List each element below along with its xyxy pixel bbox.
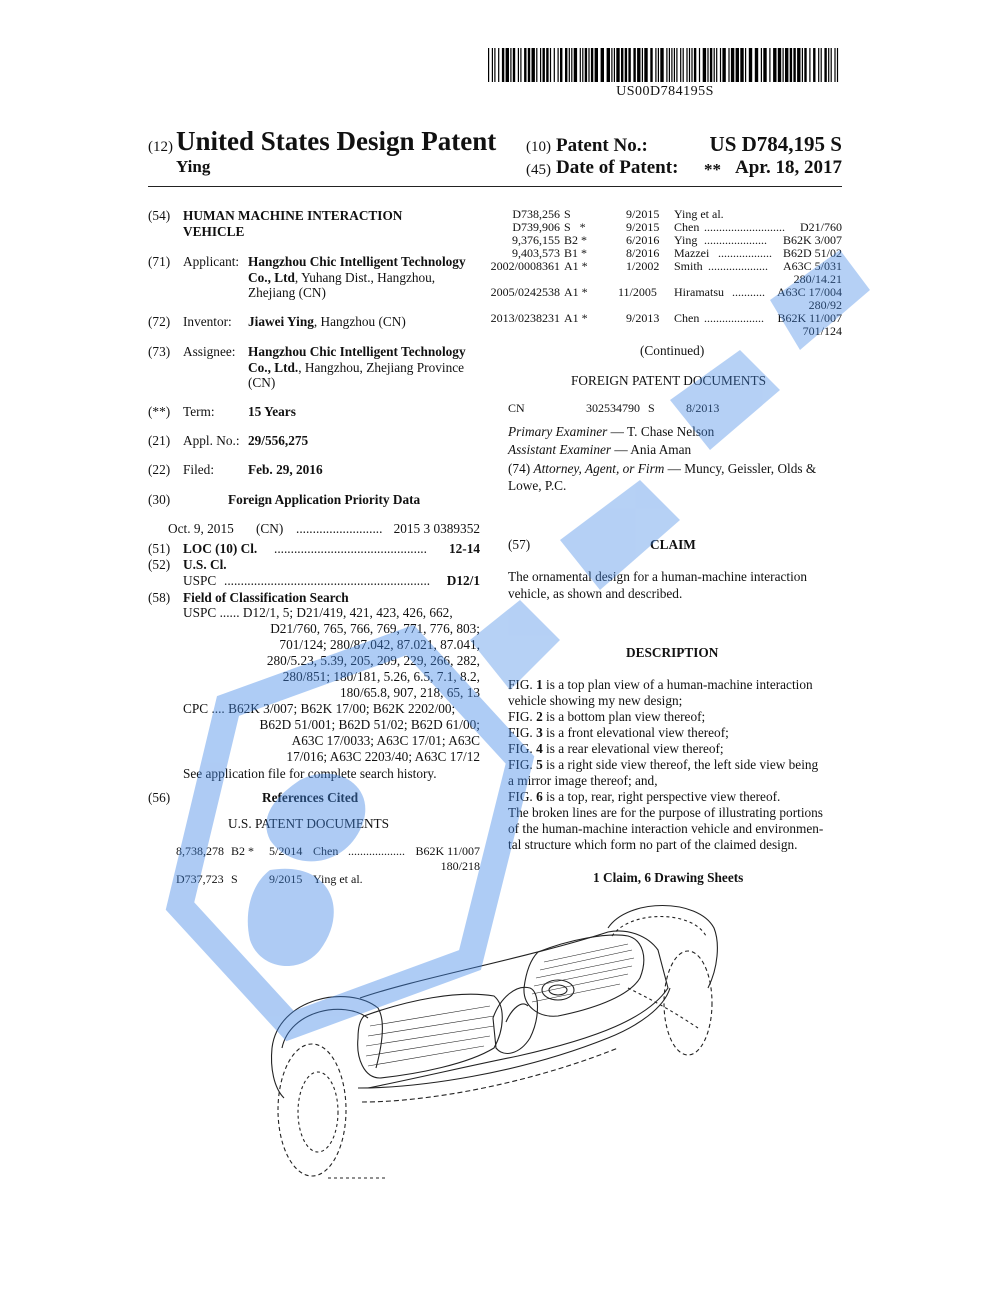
barcode-bar <box>680 48 681 82</box>
barcode-bar <box>554 48 555 82</box>
claim-text-1: The ornamental design for a human-machine interaction <box>508 569 808 584</box>
barcode-bar <box>773 48 776 82</box>
ref-kind: B1 * <box>564 246 588 260</box>
barcode-bar <box>666 48 667 82</box>
appl-code: (21) <box>148 433 171 448</box>
ref-dots: ........... <box>732 285 765 299</box>
ref-date: 1/2002 <box>626 259 660 273</box>
barcode <box>488 48 842 82</box>
barcode-bar <box>532 48 535 82</box>
ref-class-2: 180/218 <box>440 859 480 873</box>
refs-continued <box>490 207 842 338</box>
ref-name: Ying et al. <box>674 207 724 221</box>
priority-code: (30) <box>148 492 171 507</box>
refs-title: References Cited <box>262 790 359 805</box>
ref-number: 2005/0242538 <box>490 285 560 299</box>
barcode-bar <box>642 48 643 82</box>
ref-dots: ........................... <box>704 220 785 234</box>
barcode-bar <box>783 48 784 82</box>
ref-name: Chen <box>313 844 339 858</box>
ref-name: Hiramatsu <box>674 285 724 299</box>
description-line: FIG. 1 is a top plan view of a human-machine interaction <box>508 677 813 692</box>
field-line: CPC .... B62K 3/007; B62K 17/00; B62K 2202/00; <box>183 701 456 716</box>
ref-number: 9,403,573 <box>512 246 560 260</box>
barcode-bar <box>722 48 725 82</box>
barcode-bar <box>671 48 672 82</box>
field-line: 701/124; 280/87.042, 87.021, 87.041, <box>279 637 480 652</box>
ref-date: 9/2015 <box>626 220 660 234</box>
ref-number: 9,376,155 <box>512 233 560 247</box>
barcode-bar <box>676 48 677 82</box>
barcode-bar <box>601 48 604 82</box>
barcode-bar <box>818 48 819 82</box>
appl-label: Appl. No.: <box>183 433 240 448</box>
barcode-bar <box>736 48 739 82</box>
applicant-line-3: Zhejiang (CN) <box>248 285 326 300</box>
attorney-line-2: Lowe, P.C. <box>508 478 567 493</box>
uspc-label: USPC <box>183 573 217 588</box>
barcode-bar <box>585 48 587 82</box>
barcode-bar <box>633 48 635 82</box>
ref-number: D737,723 <box>176 872 224 886</box>
inventor-surname: Ying <box>176 157 211 176</box>
hoverboard-drawing <box>268 888 728 1188</box>
ref-date: 11/2005 <box>618 285 657 299</box>
barcode-bar <box>513 48 515 82</box>
loc-label: LOC (10) Cl. <box>183 541 258 556</box>
code-45: (45) <box>526 162 551 178</box>
barcode-bar <box>628 48 630 82</box>
ref-dots: .................... <box>708 259 768 273</box>
ref-class-2: 280/92 <box>808 298 842 312</box>
field-line: B62D 51/001; B62D 51/02; B62D 61/00; <box>259 717 480 732</box>
ref-date: 9/2015 <box>269 872 303 886</box>
ref-date: 5/2014 <box>269 844 303 858</box>
barcode-bar <box>650 48 652 82</box>
description-line: FIG. 3 is a front elevational view thereof; <box>508 725 729 740</box>
applicant-line-2: Co., Ltd, Yuhang Dist., Hangzhou, <box>248 270 436 285</box>
ref-date: 9/2015 <box>626 207 660 221</box>
assignee-code: (73) <box>148 344 171 359</box>
barcode-bar <box>785 48 788 82</box>
us-ref-row <box>176 843 480 873</box>
barcode-bar <box>703 48 706 82</box>
appl-value: 29/556,275 <box>248 433 309 448</box>
ref-name: Ying et al. <box>313 872 363 886</box>
barcode-bar <box>574 48 577 82</box>
claim-title: CLAIM <box>650 537 696 552</box>
us-ref-row <box>490 311 842 338</box>
barcode-bar <box>660 48 663 82</box>
field-line: D21/760, 765, 766, 769, 771, 776, 803; <box>270 621 480 636</box>
barcode-bar <box>749 48 752 82</box>
priority-dots: .......................... <box>296 521 383 536</box>
barcode-bar <box>802 48 803 82</box>
barcode-bar <box>813 48 815 82</box>
ref-kind: B2 * <box>564 233 588 247</box>
barcode-bar <box>658 48 659 82</box>
barcode-bar <box>790 48 792 82</box>
barcode-bar <box>625 48 627 82</box>
description-line: vehicle showing my new design; <box>508 693 683 708</box>
uscl-label: U.S. Cl. <box>183 557 227 572</box>
foreign-kind: S <box>648 401 655 415</box>
inventor-label: Inventor: <box>183 314 232 329</box>
ref-number: D739,906 <box>512 220 560 234</box>
barcode-bar <box>699 48 700 82</box>
barcode-bar <box>621 48 623 82</box>
barcode-bar <box>761 48 762 82</box>
barcode-bar <box>669 48 670 82</box>
ref-number: D738,256 <box>512 207 560 221</box>
header-rule <box>148 186 842 187</box>
filed-value: Feb. 29, 2016 <box>248 462 323 477</box>
description-line: of the human-machine interaction vehicle and environmen- <box>508 821 824 836</box>
barcode-bar <box>595 48 598 82</box>
ref-dots: ..................... <box>704 233 767 247</box>
priority-date: Oct. 9, 2015 <box>168 521 234 536</box>
barcode-bar <box>550 48 551 82</box>
barcode-bar <box>831 48 832 82</box>
ref-dots: .................... <box>704 311 764 325</box>
barcode-bar <box>821 48 822 82</box>
field-line: 280/851; 180/181, 5.26, 6.5, 7.1, 8.2, <box>282 669 480 684</box>
assignee-line-2: Co., Ltd., Hangzhou, Zhejiang Province <box>248 360 465 375</box>
ref-class: B62K 11/007 <box>415 844 480 858</box>
uspc-value: D12/1 <box>446 573 480 588</box>
description-line: FIG. 4 is a rear elevational view thereof; <box>508 741 724 756</box>
ref-class-2: 701/124 <box>802 324 842 338</box>
ref-number: 2013/0238231 <box>490 311 560 325</box>
ref-number: 2002/0008361 <box>490 259 560 273</box>
ref-dots: .................. <box>718 246 772 260</box>
ref-kind: B2 * <box>231 844 255 858</box>
barcode-bar <box>488 48 489 82</box>
barcode-bar <box>834 48 835 82</box>
us-ref-row <box>490 285 842 312</box>
barcode-bar <box>691 48 692 82</box>
ref-name: Ying <box>674 233 698 247</box>
barcode-bar <box>546 48 548 82</box>
ref-date: 9/2013 <box>626 311 660 325</box>
ref-kind: S <box>231 872 238 886</box>
patent-number: US D784,195 S <box>709 132 842 156</box>
barcode-bar <box>616 48 619 82</box>
barcode-bar <box>731 48 734 82</box>
claim-code: (57) <box>508 537 531 552</box>
foreign-docs-title: FOREIGN PATENT DOCUMENTS <box>571 373 767 388</box>
ref-kind: A1 * <box>564 285 588 299</box>
ref-kind: S * <box>564 220 586 234</box>
barcode-bar <box>536 48 537 82</box>
uspc-dots: .............................................................. <box>224 573 431 588</box>
ref-name: Smith <box>674 259 703 273</box>
barcode-bar <box>778 48 781 82</box>
date-stars: ** <box>704 160 721 179</box>
barcode-bar <box>793 48 795 82</box>
term-label: Term: <box>183 404 215 419</box>
field-line: A63C 17/0033; A63C 17/01; A63C <box>291 733 480 748</box>
barcode-bar <box>494 48 495 82</box>
barcode-bar <box>520 48 521 82</box>
ref-class: A63C 17/004 <box>776 285 842 299</box>
ref-class-2: 280/14.21 <box>793 272 842 286</box>
barcode-bar <box>745 48 746 82</box>
barcode-bar <box>828 48 829 82</box>
barcode-bar <box>674 48 675 82</box>
barcode-bar <box>498 48 499 82</box>
inventor-value: Jiawei Ying, Hangzhou (CN) <box>248 314 406 329</box>
patent-no-label: Patent No.: <box>556 135 648 156</box>
barcode-bar <box>614 48 615 82</box>
ref-number: 8,738,278 <box>176 844 224 858</box>
foreign-country: CN <box>508 401 525 415</box>
barcode-bar <box>797 48 800 82</box>
ref-class: B62K 11/007 <box>777 311 842 325</box>
patent-date: Apr. 18, 2017 <box>735 157 842 178</box>
term-value: 15 Years <box>248 404 296 419</box>
inventor-code: (72) <box>148 314 171 329</box>
description-body <box>508 677 842 853</box>
barcode-bar <box>492 48 493 82</box>
barcode-bar <box>837 48 838 82</box>
barcode-bar <box>720 48 721 82</box>
barcode-bar <box>710 48 712 82</box>
title-line-2: VEHICLE <box>183 224 245 239</box>
description-line: FIG. 6 is a top, rear, right perspective view thereof. <box>508 789 781 804</box>
barcode-bar <box>694 48 696 82</box>
term-code: (**) <box>148 404 171 419</box>
barcode-bar <box>528 48 530 82</box>
barcode-bar <box>524 48 526 82</box>
description-line: The broken lines are for the purpose of illustrating portions <box>508 805 823 820</box>
barcode-bar <box>611 48 612 82</box>
assignee-label: Assignee: <box>183 344 236 359</box>
refs-code: (56) <box>148 790 171 805</box>
field-line: See application file for complete search history. <box>183 766 437 781</box>
barcode-bar <box>740 48 743 82</box>
ref-name: Chen <box>674 220 700 234</box>
barcode-bar <box>763 48 766 82</box>
barcode-bar <box>569 48 570 82</box>
uscl-code: (52) <box>148 557 171 572</box>
ref-class: B62D 51/02 <box>782 246 842 260</box>
field-line: USPC ...... D12/1, 5; D21/419, 421, 423, 426, 662, <box>183 605 453 620</box>
us-ref-row <box>490 259 842 286</box>
continued-label: (Continued) <box>640 343 705 358</box>
applicant-code: (71) <box>148 254 171 269</box>
title-code: (54) <box>148 208 171 223</box>
ref-class: D21/760 <box>800 220 842 234</box>
priority-title: Foreign Application Priority Data <box>228 492 421 507</box>
foreign-number: 302534790 <box>586 401 640 415</box>
description-line: tal structure which form no part of the claimed design. <box>508 837 798 852</box>
ref-date: 8/2016 <box>626 246 660 260</box>
field-line: 180/65.8, 907, 218, 65, 13 <box>340 685 480 700</box>
ref-kind: S <box>564 207 571 221</box>
title-line-1: HUMAN MACHINE INTERACTION <box>183 208 403 223</box>
applicant-label: Applicant: <box>183 254 240 269</box>
barcode-bar <box>543 48 545 82</box>
barcode-bar <box>769 48 770 82</box>
barcode-bar <box>707 48 708 82</box>
barcode-bar <box>582 48 583 82</box>
ref-name: Chen <box>674 311 700 325</box>
barcode-bar <box>689 48 690 82</box>
barcode-bar <box>506 48 509 82</box>
filed-code: (22) <box>148 462 171 477</box>
doc-type-title: United States Design Patent <box>176 126 497 156</box>
attorney-line-1: (74) Attorney, Agent, or Firm — Muncy, Geissler, Olds & <box>508 461 817 476</box>
barcode-bar <box>502 48 504 82</box>
barcode-bar <box>755 48 758 82</box>
priority-number: 2015 3 0389352 <box>393 521 480 536</box>
loc-dots: .............................................. <box>274 541 427 556</box>
claim-text-2: vehicle, as shown and described. <box>508 586 683 601</box>
barcode-bar <box>714 48 715 82</box>
ref-kind: A1 * <box>564 259 588 273</box>
foreign-date: 8/2013 <box>686 401 720 415</box>
barcode-bar <box>540 48 541 82</box>
barcode-bar <box>716 48 717 82</box>
barcode-bar <box>588 48 589 82</box>
ref-name: Mazzei <box>674 246 710 260</box>
field-line: 17/016; A63C 2203/40; A63C 17/12 <box>286 749 480 764</box>
date-label: Date of Patent: <box>556 157 679 178</box>
filed-label: Filed: <box>183 462 215 477</box>
barcode-bar <box>607 48 610 82</box>
assistant-examiner: Assistant Examiner — Ania Aman <box>508 442 692 457</box>
priority-country: (CN) <box>256 521 284 536</box>
barcode-number: US00D784195S <box>616 84 714 99</box>
description-title: DESCRIPTION <box>626 645 719 660</box>
barcode-bar <box>571 48 572 82</box>
barcode-bar <box>580 48 581 82</box>
assignee-line-3: (CN) <box>248 375 276 390</box>
loc-value: 12-14 <box>448 541 480 556</box>
ref-class: B62K 3/007 <box>782 233 842 247</box>
ref-class: A63C 5/031 <box>782 259 842 273</box>
code-12: (12) <box>148 139 173 155</box>
us-ref-row <box>176 871 480 889</box>
us-docs-title: U.S. PATENT DOCUMENTS <box>228 816 390 831</box>
primary-examiner: Primary Examiner — T. Chase Nelson <box>508 424 715 439</box>
barcode-bar <box>728 48 729 82</box>
barcode-bar <box>809 48 810 82</box>
loc-code: (51) <box>148 541 171 556</box>
barcode-bar <box>591 48 593 82</box>
ref-kind: A1 * <box>564 311 588 325</box>
barcode-bar <box>565 48 567 82</box>
assignee-line-1: Hangzhou Chic Intelligent Technology <box>248 344 466 359</box>
barcode-bar <box>655 48 656 82</box>
barcode-bar <box>560 48 562 82</box>
field-of-search <box>183 605 480 782</box>
description-line: a mirror image thereof; and, <box>508 773 658 788</box>
barcode-bar <box>804 48 806 82</box>
barcode-bar <box>518 48 519 82</box>
barcode-bar <box>644 48 647 82</box>
field-title: Field of Classification Search <box>183 590 349 605</box>
ref-dots: ................... <box>348 844 405 858</box>
code-10: (10) <box>526 139 551 155</box>
barcode-bar <box>510 48 511 82</box>
barcode-bar <box>637 48 640 82</box>
field-code: (58) <box>148 590 171 605</box>
barcode-bar <box>824 48 826 82</box>
field-line: 280/5.23, 5.39, 205, 209, 229, 266, 282, <box>266 653 480 668</box>
description-line: FIG. 2 is a bottom plan view thereof; <box>508 709 706 724</box>
barcode-bar <box>686 48 687 82</box>
ref-date: 6/2016 <box>626 233 660 247</box>
barcode-bar <box>558 48 559 82</box>
barcode-bar <box>683 48 684 82</box>
applicant-line-1: Hangzhou Chic Intelligent Technology <box>248 254 466 269</box>
description-line: FIG. 5 is a right side view thereof, the left side view being <box>508 757 819 772</box>
claims-sheets: 1 Claim, 6 Drawing Sheets <box>593 870 744 885</box>
